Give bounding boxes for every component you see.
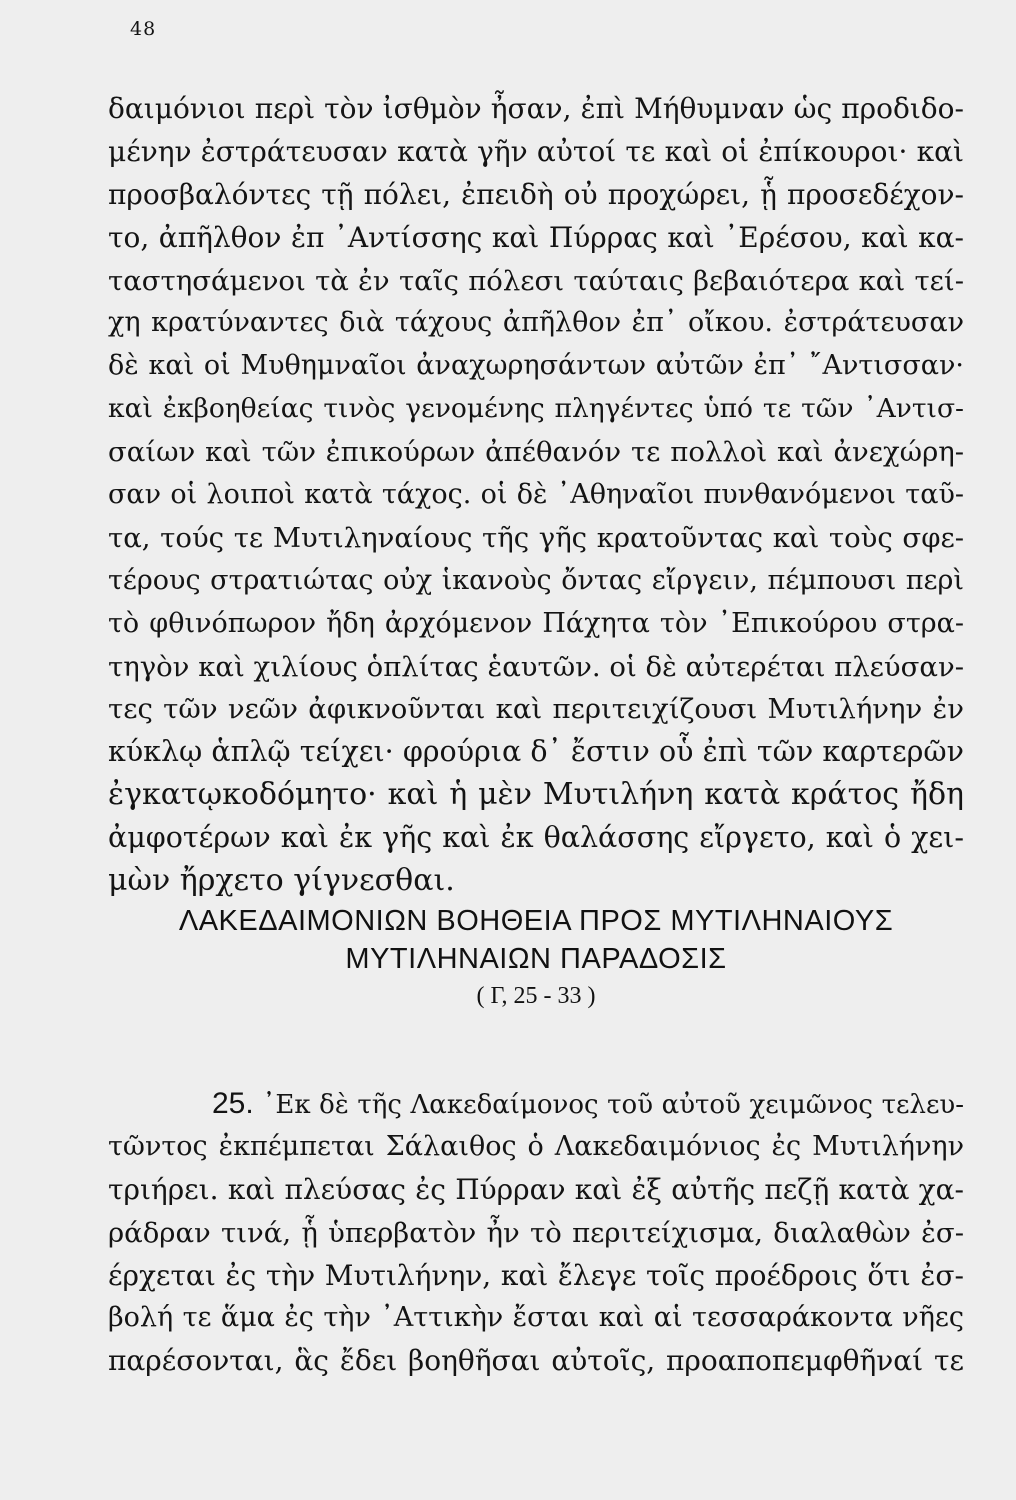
text-line: το, ἀπῆλθον ἐπ ᾿Αντίσσης καὶ Πύρρας καὶ ᾿Ερέσου, καὶ κα-: [108, 220, 964, 254]
text-line: τηγὸν καὶ χιλίους ὁπλίτας ἑαυτῶν. οἱ δὲ αὐτερέται πλεύσαν-: [108, 650, 964, 683]
text-line: καὶ ἐκβοηθείας τινὸς γενομένης πληγέντες ὑπό τε τῶν ᾿Αντισ-: [108, 393, 964, 425]
text-line: σαίων καὶ τῶν ἐπικούρων ἀπέθανόν τε πολλοὶ καὶ ἀνεχώρη-: [108, 436, 964, 469]
text-line: [108, 1083, 964, 1126]
text-line: μὼν ἤρχετο γίγνεσθαι.: [108, 863, 455, 899]
text-line: τα, τούς τε Μυτιληναίους τῆς γῆς κρατοῦντας καὶ τοὺς σφε-: [108, 521, 964, 554]
heading-line-2: ΜΥΤΙΛΗΝΑΙΩΝ ΠΑΡΑΔΟΣΙΣ: [345, 943, 727, 975]
paragraph-2: [108, 1083, 964, 1383]
text-line: τέρους στρατιώτας οὐχ ἱκανοὺς ὄντας εἴργειν, πέμπουσι περὶ: [108, 564, 964, 596]
text-line: δὲ καὶ οἱ Μυθημναῖοι ἀναχωρησάντων αὐτῶν ἐπ᾿ ῎Αντισσαν·: [108, 350, 964, 382]
text-line: τὸ φθινόπωρον ἤδη ἀρχόμενον Πάχητα τὸν ᾿Επικούρου στρα-: [108, 607, 964, 639]
text-line: σαν οἱ λοιποὶ κατὰ τάχος. οἱ δὲ ᾿Αθηναῖοι πυνθανόμενοι ταῦ-: [108, 479, 964, 511]
text-line: τες τῶν νεῶν ἀφικνοῦνται καὶ περιτειχίζουσι Μυτιλήνην ἐν: [108, 693, 964, 726]
paragraph-1: [108, 88, 964, 903]
text-line: δαιμόνιοι περὶ τὸν ἰσθμὸν ἦσαν, ἐπὶ Μήθυμναν ὡς προδιδο-: [108, 92, 964, 125]
section-heading: [108, 902, 964, 1014]
heading-line-1: ΛΑΚΕΔΑΙΜΟΝΙΩΝ ΒΟΗΘΕΙΑ ΠΡΟΣ ΜΥΤΙΛΗΝΑΙΟΥΣ: [178, 905, 894, 937]
text-line: μένην ἐστράτευσαν κατὰ γῆν αὐτοί τε καὶ οἱ ἐπίκουροι· καὶ: [108, 134, 964, 168]
text-line: ἐγκατῳκοδόμητο· καὶ ἡ μὲν Μυτιλήνη κατὰ κράτος ἤδη: [108, 777, 964, 813]
text-line: ἀμφοτέρων καὶ ἐκ γῆς καὶ ἐκ θαλάσσης εἴργετο, καὶ ὁ χει-: [108, 821, 964, 855]
text-line: βολή τε ἅμα ἐς τὴν ᾿Αττικὴν ἔσται καὶ αἱ τεσσαράκοντα νῆες: [108, 1302, 964, 1334]
text-line: ταστησάμενοι τὰ ἐν ταῖς πόλεσι ταύταις βεβαιότερα καὶ τεί-: [108, 264, 964, 297]
text-line: έρχεται ἐς τὴν Μυτιλήνην, καὶ ἔλεγε τοῖς προέδροις ὅτι ἐσ-: [108, 1258, 964, 1292]
text-line: προσβαλόντες τῇ πόλει, ἐπειδὴ οὐ προχώρει, ᾗ προσεδέχον-: [108, 177, 964, 211]
section-number: 25.: [212, 1087, 254, 1120]
text-line-content: ᾿Εκ δὲ τῆς Λακεδαίμονος τοῦ αὐτοῦ χειμῶνος τελευ-: [253, 1090, 964, 1120]
text-line: τῶντος ἐκπέμπεται Σάλαιθος ὁ Λακεδαιμόνιος ἐς Μυτιλήνην: [108, 1130, 964, 1162]
text-line: κύκλῳ ἁπλῷ τείχει· φρούρια δ᾿ ἔστιν οὗ ἐπὶ τῶν καρτερῶν: [108, 735, 964, 769]
heading-reference: ( Γ, 25 - 33 ): [476, 983, 596, 1009]
page-number: 48: [130, 18, 157, 40]
text-line: χη κρατύναντες διὰ τάχους ἀπῆλθον ἐπ᾿ οἴκου. ἐστράτευσαν: [108, 307, 964, 339]
text-line: ράδραν τινά, ᾗ ὑπερβατὸν ἦν τὸ περιτείχισμα, διαλαθὼν ἐσ-: [108, 1216, 964, 1249]
text-line: παρέσονται, ἃς ἔδει βοηθῆσαι αὐτοῖς, προαποπεμφθῆναί τε: [108, 1344, 964, 1378]
text-line: τριήρει. καὶ πλεύσας ἐς Πύρραν καὶ ἐξ αὐτῆς πεζῇ κατὰ χα-: [108, 1172, 964, 1206]
